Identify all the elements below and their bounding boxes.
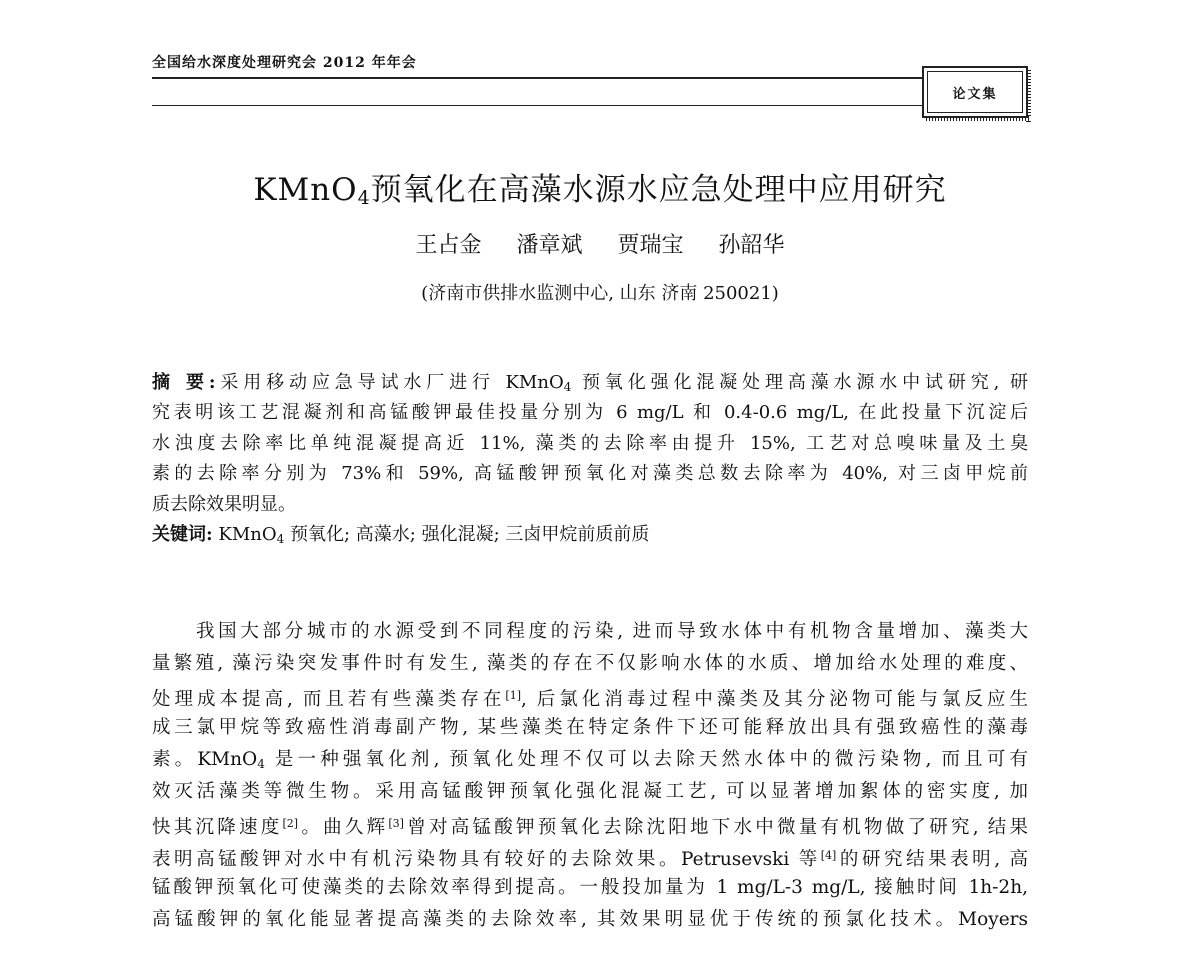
abstract-line: 质去除效果明显。 — [152, 494, 296, 515]
body-line: 量繁殖, 藻污染突发事件时有发生, 藻类的存在不仅影响水体的水质、增加给水处理的难度、 — [152, 653, 1028, 674]
abstract-line: 究表明该工艺混凝剂和高锰酸钾最佳投量分别为 6 mg/L 和 0.4-0.6 mg/L, 在此投量下沉淀后 — [152, 402, 1028, 423]
citation: [1] — [505, 689, 522, 702]
keyword-text: 高藻水; 强化混凝; 三卤甲烷前质前质 — [350, 524, 650, 545]
author-list — [0, 228, 1200, 259]
body-line: 我国大部分城市的水源受到不同程度的污染, 进而导致水体中有机物含量增加、藻类大 — [196, 621, 1028, 642]
author-name: 王占金 — [415, 233, 482, 258]
body-text: 快其沉降速度 — [152, 817, 283, 838]
author-name: 贾瑞宝 — [617, 233, 684, 258]
body-text: 处理成本提高, 而且若有些藻类存在 — [152, 689, 506, 710]
body-text: 素。KMnO — [152, 749, 258, 770]
keyword-text: KMnO — [218, 524, 277, 545]
body-text: 曾对高锰酸钾预氧化去除沈阳地下水中微量有机物做了研究, 结果 — [403, 817, 1028, 838]
body-text: 是一种强氧化剂, 预氧化处理不仅可以去除天然水体中的微污染物, 而且可有 — [264, 749, 1028, 770]
abstract-text: 预氧化强化混凝处理高藻水源水中试研究, 研 — [571, 372, 1028, 393]
citation: [3] — [388, 817, 404, 830]
title-subscript: 4 — [357, 187, 371, 209]
abstract-line — [152, 368, 1028, 398]
citation: [2] — [282, 817, 299, 830]
author-name: 潘章斌 — [516, 233, 583, 258]
body-line — [152, 680, 1028, 712]
abstract-line: 素的去除率分别为 73%和 59%, 高锰酸钾预氧化对藻类总数去除率为 40%, 对三卤甲烷前 — [152, 463, 1028, 484]
citation: [4] — [820, 849, 837, 862]
body-text: , 后氯化消毒过程中藻类及其分泌物可能与氯反应生 — [521, 689, 1028, 710]
body-text: 。曲久辉 — [298, 817, 389, 838]
body-line — [152, 808, 1028, 840]
abstract-line: 水浊度去除率比单纯混凝提高近 11%, 藻类的去除率由提升 15%, 工艺对总嗅味量及土臭 — [152, 433, 1028, 454]
section-label: 论文集 — [927, 71, 1023, 113]
keyword-subscript: 4 — [276, 532, 285, 546]
header-rule-bottom — [152, 105, 922, 106]
body-text: 表明高锰酸钾对水中有机污染物具有较好的去除效果。Petrusevski 等 — [152, 849, 821, 870]
author-name: 孙韶华 — [718, 233, 785, 258]
body-text: 的研究结果表明, 高 — [836, 849, 1028, 870]
affiliation: (济南市供排水监测中心, 山东 济南 250021) — [421, 283, 779, 304]
header-rule-top — [152, 77, 922, 79]
keywords-label: 关键词: — [152, 524, 213, 545]
body-subscript: 4 — [257, 757, 265, 771]
body-line: 锰酸钾预氧化可使藻类的去除效率得到提高。一般投加量为 1 mg/L-3 mg/L, 接触时间 1h-2h, — [152, 877, 1028, 898]
body-line — [152, 840, 1028, 872]
keywords — [152, 520, 1028, 550]
abstract-text: 采用移动应急导试水厂进行 KMnO — [215, 372, 564, 393]
abstract-label: 摘 要: — [152, 372, 216, 393]
body-line: 高锰酸钾的氧化能显著提高藻类的去除效率, 其效果明显优于传统的预氯化技术。Moyers — [152, 909, 1028, 930]
section-label-box — [922, 66, 1028, 118]
body-line — [152, 744, 1028, 776]
running-head: 全国给水深度处理研究会 2012 年年会 — [152, 55, 417, 71]
title-prefix: KMnO — [253, 172, 358, 208]
body-line: 效灭活藻类等微生物。采用高锰酸钾预氧化强化混凝工艺, 可以显著增加絮体的密实度, 加 — [152, 781, 1028, 802]
keyword-text: 预氧化; — [284, 524, 351, 545]
abstract-subscript: 4 — [563, 380, 572, 394]
title-suffix: 预氧化在高藻水源水应急处理中应用研究 — [370, 172, 947, 208]
body-line: 成三氯甲烷等致癌性消毒副产物, 某些藻类在特定条件下还可能释放出具有强致癌性的藻毒 — [152, 717, 1028, 738]
paper-title — [0, 164, 1200, 209]
